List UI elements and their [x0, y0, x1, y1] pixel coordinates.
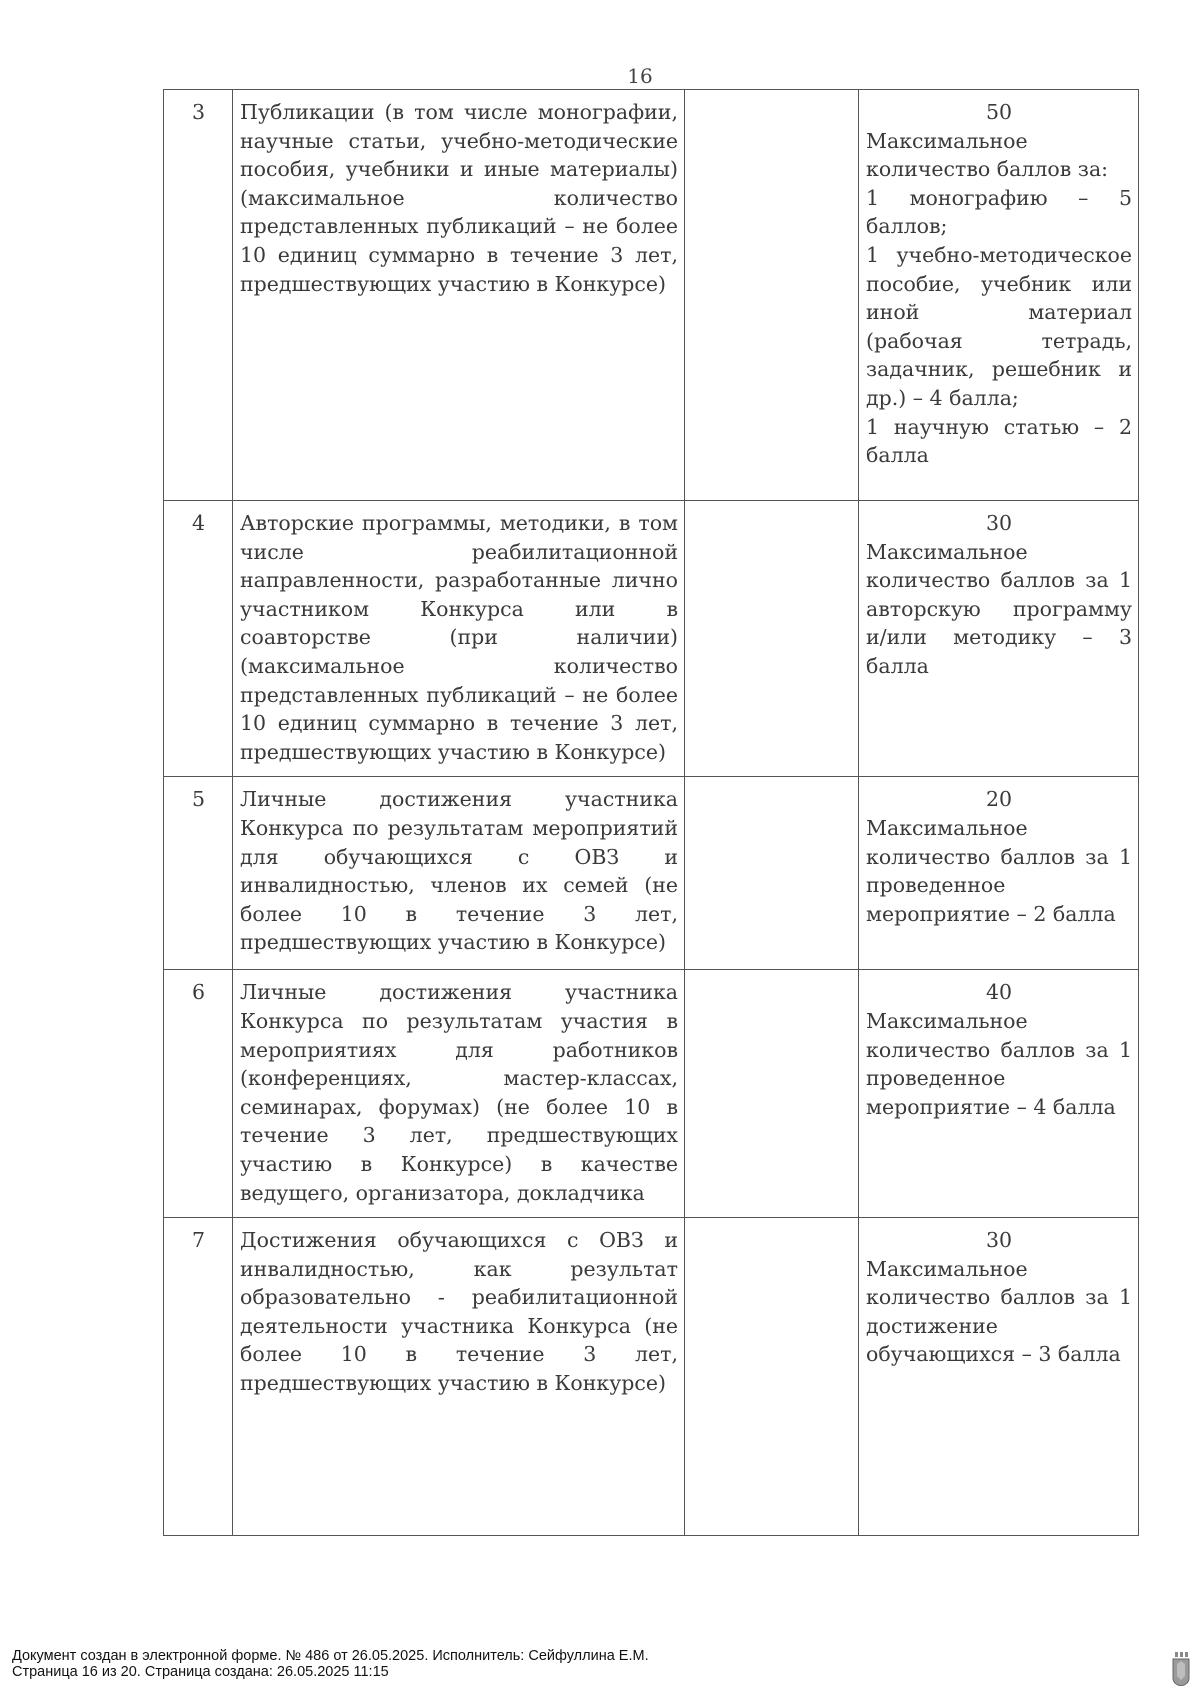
score-value: 30: [985, 511, 1013, 535]
score-value: 40: [985, 980, 1013, 1005]
criterion-description-text: Личные достижения участника Конкурса по результатам участия в мероприятиях для работников (конференциях, мастер-классах, семинарах, форумах) (не более 10 в течение 3 лет, предшествующих участию в Конкурсе) в качестве ведущего, организатора, докладчика: [240, 980, 678, 1205]
table-row: [164, 1218, 1139, 1536]
criterion-description: [233, 1218, 685, 1536]
table-row: [164, 90, 1139, 501]
criterion-description-text: Личные достижения участника Конкурса по результатам мероприятий для обучающихся с ОВЗ и инвалидностью, членов их семей (не более 10 в течение 3 лет, предшествующих участию в Конкурсе): [240, 787, 678, 955]
row-number: 4: [164, 501, 233, 777]
scan-top-marks: [30, 0, 90, 4]
score-description: Максимальное количество баллов за 1 проведенное мероприятие – 4 балла: [866, 1008, 1132, 1119]
table-row: [164, 501, 1139, 777]
footer-line-1: Документ создан в электронной форме. № 486 от 26.05.2025. Исполнитель: Сейфуллина Е.М.: [12, 1648, 649, 1664]
empty-cell: [685, 90, 859, 501]
row-number: 7: [164, 1218, 233, 1536]
score-cell: [859, 90, 1139, 501]
score-cell: [859, 501, 1139, 777]
score-description: Максимальное количество баллов за 1 достижение обучающихся – 3 балла: [866, 1256, 1132, 1367]
score-description: Максимальное количество баллов за 1 авторскую программу и/или методику – 3 балла: [866, 539, 1132, 678]
row-number: 6: [164, 970, 233, 1218]
footer-line-2: Страница 16 из 20. Страница создана: 26.05.2025 11:15: [12, 1664, 389, 1680]
score-cell: [859, 1218, 1139, 1536]
empty-cell: [685, 777, 859, 970]
criterion-description: [233, 970, 685, 1218]
empty-cell: [685, 1218, 859, 1536]
score-description: Максимальное количество баллов за: 1 монографию – 5 баллов; 1 учебно-методическое пособие, учебник или иной материал (рабочая тетрадь, задачник, решебник и др.) – 4 балла; 1 научную статью – 2 балла: [866, 128, 1132, 468]
document-footer: [12, 1648, 649, 1680]
score-value: 50: [985, 100, 1013, 124]
criterion-description-text: Публикации (в том числе монографии, научные статьи, учебно-методические пособия, учебники и иные материалы) (максимальное количество представленных публикаций – не более 10 единиц суммарно в течение 3 лет, предшествующих участию в Конкурсе): [240, 100, 678, 296]
coat-of-arms-icon: [1172, 1652, 1190, 1686]
criterion-description: [233, 777, 685, 970]
score-value: 30: [985, 1228, 1013, 1253]
criterion-description: [233, 501, 685, 777]
empty-cell: [685, 501, 859, 777]
row-number: 3: [164, 90, 233, 501]
empty-cell: [685, 970, 859, 1218]
criterion-description-text: Авторские программы, методики, в том числе реабилитационной направленности, разработанные лично участником Конкурса или в соавторстве (при наличии) (максимальное количество представленных публикаций – не более 10 единиц суммарно в течение 3 лет, предшествующих участию в Конкурсе): [240, 511, 678, 764]
criterion-description: [233, 90, 685, 501]
page-number: 16: [627, 64, 653, 88]
row-number: 5: [164, 777, 233, 970]
table-row: [164, 970, 1139, 1218]
table-row: [164, 777, 1139, 970]
score-cell: [859, 777, 1139, 970]
criterion-description-text: Достижения обучающихся с ОВЗ и инвалидностью, как результат образовательно - реабилитационной деятельности участника Конкурса (не более 10 в течение 3 лет, предшествующих участию в Конкурсе): [240, 1228, 678, 1396]
score-value: 20: [985, 787, 1013, 812]
score-cell: [859, 970, 1139, 1218]
criteria-table: [163, 89, 1139, 1536]
score-description: Максимальное количество баллов за 1 проведенное мероприятие – 2 балла: [866, 815, 1132, 926]
